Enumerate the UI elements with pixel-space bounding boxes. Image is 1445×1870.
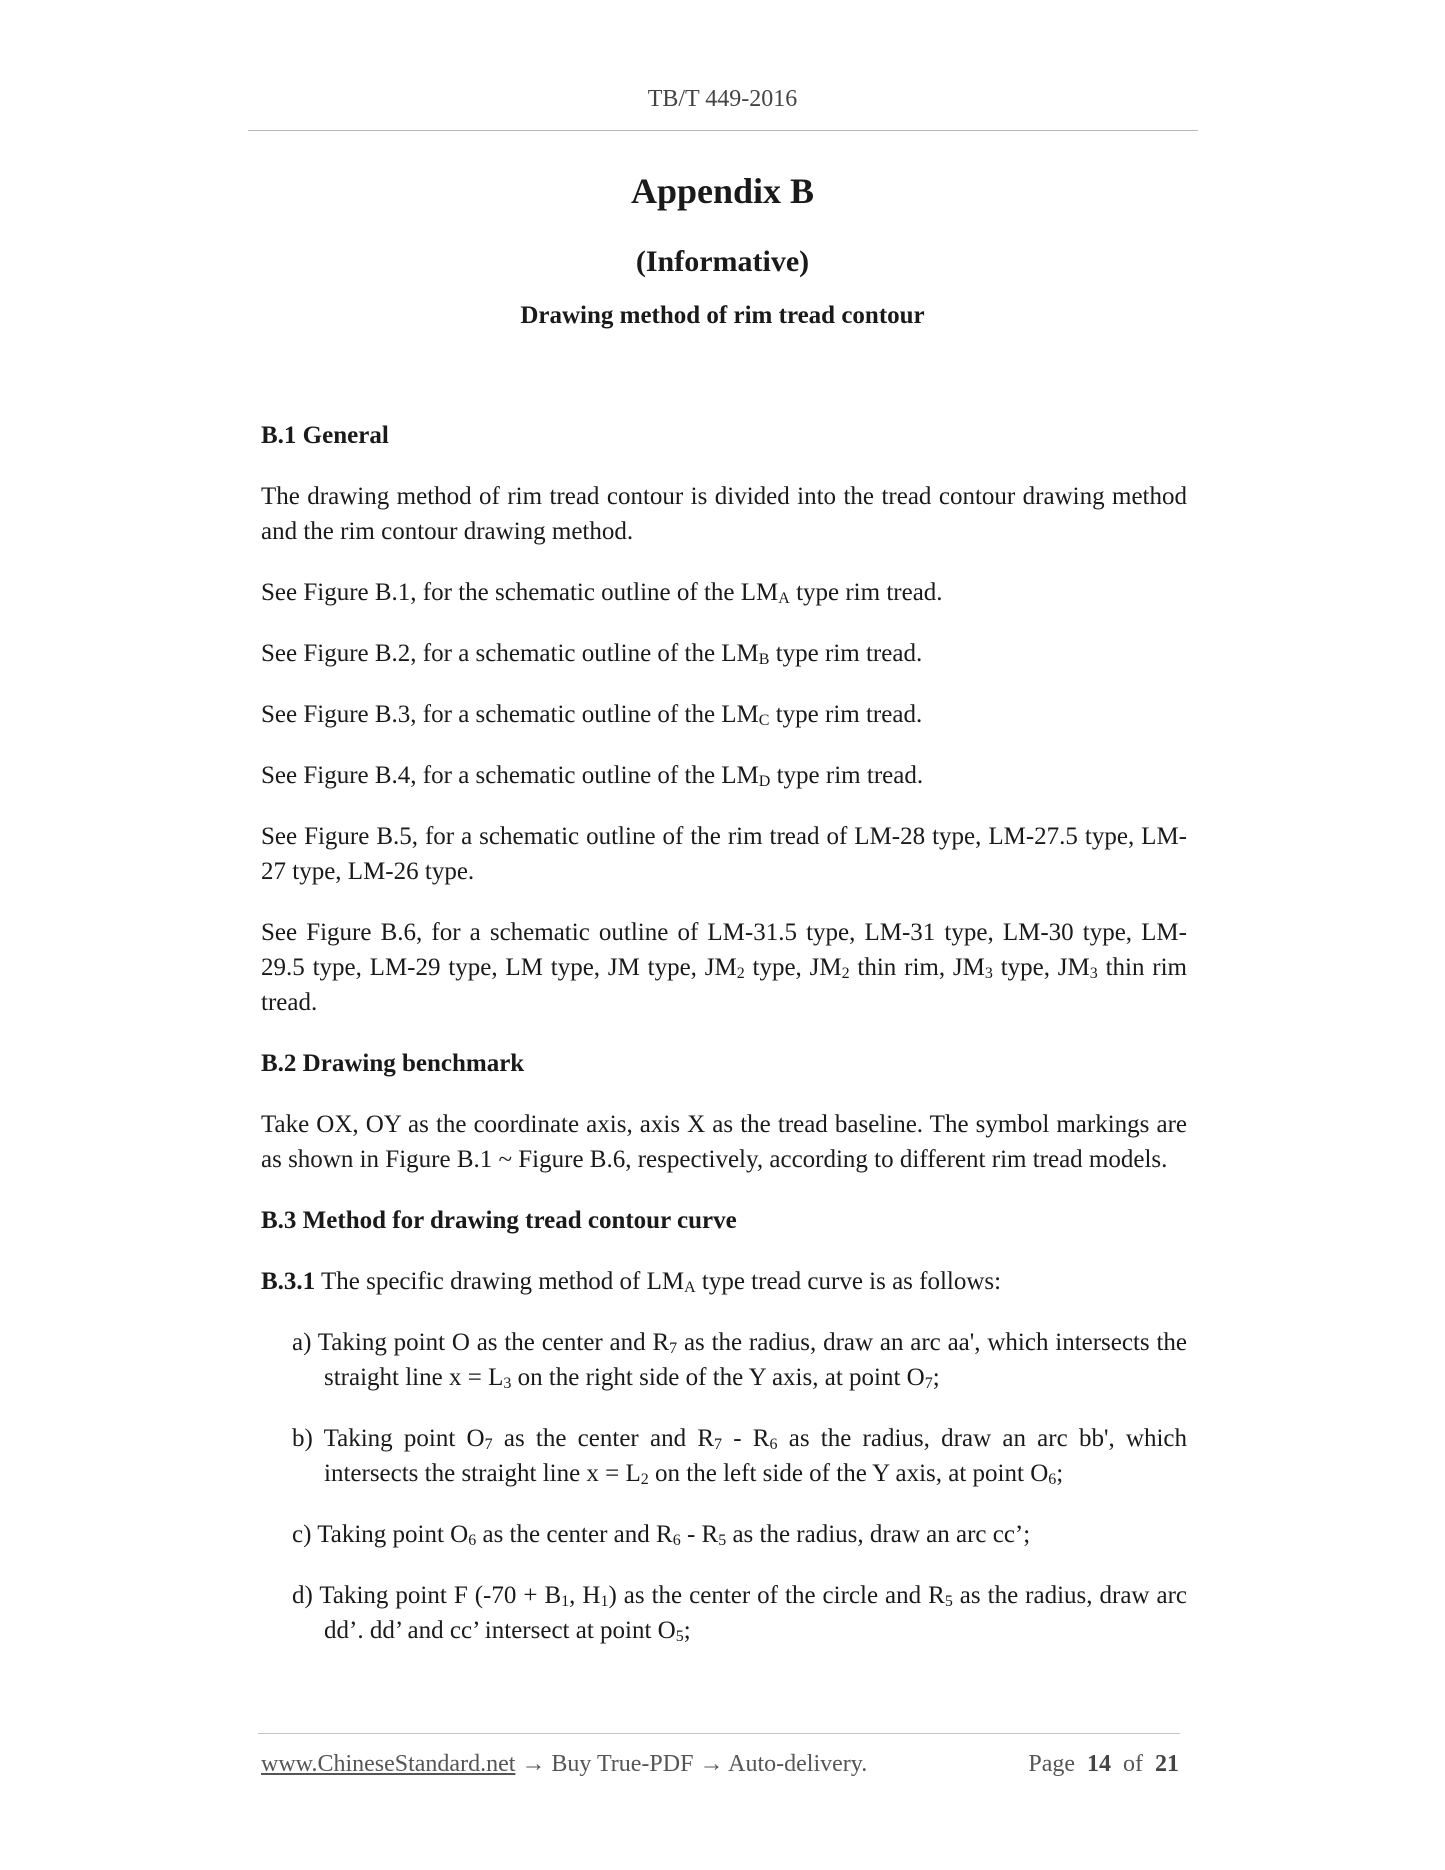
arrow-right-icon: → [515,1751,552,1777]
arrow-right-icon: → [693,1751,729,1777]
paragraph-figure-b6: See Figure B.6, for a schematic outline of LM-31.5 type, LM-31 type, LM-30 type, LM-29.5 type, LM-29 type, LM type, JM type, $JM_2$ type, $JM_2$ thin rim, $JM_3$ type, $JM_3$ thin rim tread. [261,919,1188,1016]
list-item-step-b: b) Taking point $O_7$ as the center and $R_7 - R_6$ as the radius, draw an arc bb', which intersects the straight line $x = L_2$ on the left side of the Y axis, at point $O_6$; [292,1425,1188,1488]
auto-delivery-text: Auto-delivery. [728,1751,868,1777]
footer-divider [258,1733,1180,1734]
buy-pdf-text: Buy True-PDF [551,1751,694,1777]
section-heading-general: B.1 General [261,422,389,449]
paragraph-figure-b3: See Figure B.3, for a schematic outline of the $LM_C$ type rim tread. [261,701,923,729]
standard-code: TB/T 449-2016 [647,86,798,112]
page-total: 21 [1155,1751,1179,1777]
section-heading-benchmark: B.2 Drawing benchmark [261,1050,525,1077]
appendix-caption: Drawing method of rim tread contour [520,302,925,329]
paragraph-figure-b2: See Figure B.2, for a schematic outline of the $LM_B$ type rim tread. [261,640,923,668]
appendix-title: Appendix B [630,171,815,211]
paragraph-figure-b5: See Figure B.5, for a schematic outline of the rim tread of LM-28 type, LM-27.5 type, LM-27 type, LM-26 type. [261,823,1187,885]
footer-links [261,1751,867,1778]
site-link[interactable]: www.ChineseStandard.net [261,1751,516,1777]
appendix-subtitle: (Informative) [635,245,810,278]
document-body [261,418,1187,1674]
paragraph-general: The drawing method of rim tread contour is divided into the tread contour drawing method and the rim contour drawing method. [261,483,1187,545]
paragraph-benchmark: Take OX, OY as the coordinate axis, axis X as the tread baseline. The symbol markings are as shown in Figure B.1 ~ Figure B.6, respectively, according to different rim tread models. [261,1111,1187,1173]
paragraph-method-lead: B.3.1 The specific drawing method of $LM_A$ type tread curve is as follows: [261,1268,1002,1296]
page-current: 14 [1087,1751,1111,1777]
page-number: Page 14 of 21 [1028,1751,1179,1777]
list-item-step-a: a) Taking point O as the center and $R_7$ as the radius, draw an arc aa', which intersects the straight line $x = L_3$ on the right side of the Y axis, at point $O_7$; [292,1329,1188,1392]
paragraph-figure-b4: See Figure B.4, for a schematic outline of the $LM_D$ type rim tread. [261,762,924,790]
header-divider [248,130,1198,131]
paragraph-figure-b1: See Figure B.1, for the schematic outline of the $LM_A$ type rim tread. [261,579,943,607]
list-item-step-c: c) Taking point $O_6$ as the center and $R_6 - R_5$ as the radius, draw an arc cc’; [292,1521,1031,1549]
section-heading-method: B.3 Method for drawing tread contour curve [261,1207,737,1234]
list-item-step-d: d) Taking point F ($-70 + B_1$, $H_1$) as the center of the circle and $R_5$ as the radius, draw arc dd’. dd’ and cc’ intersect at point $O_5$; [292,1582,1187,1645]
